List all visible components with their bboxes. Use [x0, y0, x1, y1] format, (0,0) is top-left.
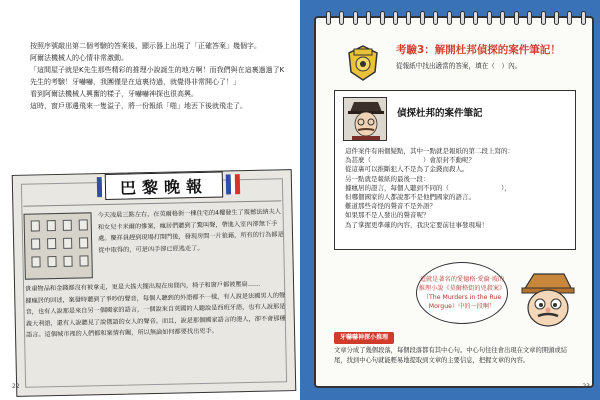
right-page	[300, 0, 600, 400]
note-title: 偵探杜邦的案件筆記	[397, 108, 483, 119]
detective-portrait	[343, 97, 387, 141]
newspaper-body: 貴重物品和金錢都沒有被拿走，更是大搖大擺出現在房間內，椅子和窗戶都被壓扁…… 據瘋居的回述，案發時聽到了爭吵的聲音，每個人聽到的外語都不一樣，有人說是法國男人的聲音，也有人說那是來自另一個國家的語言，一個說來自英國的人聽說是西班牙語，也有人說那是義大利語，還有人說聽見了說俄語的女人的聲音。而且，說是那個國家語言的證人，卻不會那種語言。這個城市裡的人們都和案情有關，所以無論如何都要找出兇手。	[25, 280, 286, 340]
newspaper-lead: 今天凌晨三點左右，在英爾格街一棟住宅的4樓發生了震撼法納夫人和女兒卡米爾的慘案，瘋居們聽到了驚叫聲，帶進入室內卻無下手處。慶祥員趕到現場打開門後，發現房間一片狼藉，所有的行為都是從中取得的，可是凶手卻已經逃走了。	[97, 208, 284, 254]
task-subtitle: 從報紙中找出適當的答案，填在（ ）內。	[396, 62, 522, 70]
story-paragraph: 看到阿爾法機械人興奮的樣子，牙嚇嚇神探也很高興。	[30, 90, 198, 98]
masthead-title: 巴黎晚報	[119, 176, 209, 198]
french-flag-icon	[226, 174, 240, 194]
story-paragraph: 「這間屋子就是K先生那些精彩的推理小說誕生的地方啊！而我們與在這裏過過了K先生的考驗！牙嚇嚇，我團僅是在這裏待過，就覺得非常開心了！」	[30, 66, 285, 86]
page-number: 23	[582, 383, 590, 390]
story-text	[30, 40, 286, 112]
newspaper	[12, 169, 297, 397]
case-note	[334, 90, 576, 250]
spiral-notebook	[314, 16, 594, 388]
building-illustration	[24, 212, 93, 279]
story-paragraph: 阿爾法機械人的心情非常激動。	[30, 54, 128, 62]
newspaper-masthead	[105, 172, 224, 200]
story-paragraph: 這時，窗戶那邊飛來一隻溢子，將一份報紙「啪」地丟下後就飛走了。	[30, 102, 247, 110]
note-body: 這件案件有兩個疑點，其中一點就是報紙的第二段上寫的： 為甚麼（ ）會原封不動呢？ 從這裏可以推斷犯人不是為了金錢而殺人。 另一點就是報紙的最後一段： 據瘋居的證言，每個人聽到不同的（ ）， 但哪個國家的人都說那不是他們國家的語言。 難道那些奇怪的聲音不是外語？ 如果那不是人發出的聲音呢？ 為了掌握更準確的內容，我決定要前往事發現場！	[345, 147, 514, 229]
page-number: 22	[12, 383, 20, 390]
detective-badge-icon	[346, 44, 380, 82]
story-paragraph: 按照序號敲出第二個考驗的答案後，顯示器上出現了「正確答案」幾個字。	[30, 42, 261, 50]
bubble-text: 這就是著名的愛德格·愛倫·坡的推理小說《莫爾格街的兇殺案》（The Murders in the Rue Morgue）中的一段啊！	[418, 276, 506, 310]
detective-mascot-icon	[516, 270, 580, 332]
task-title: 考驗3：解開杜邦偵探的案件筆記！	[396, 44, 561, 56]
speech-bubble	[416, 262, 508, 324]
tip-label: 牙嚇嚇神探小推理	[334, 332, 394, 344]
notebook-rings	[326, 11, 586, 25]
tip-body: 文章分成了幾個段落，每個段落都有其中心句。中心句往往會出現在文章的開頭或結尾，找到中心句就能輕易地提取到文章的主要信息，把握文章的內容。	[334, 347, 567, 364]
